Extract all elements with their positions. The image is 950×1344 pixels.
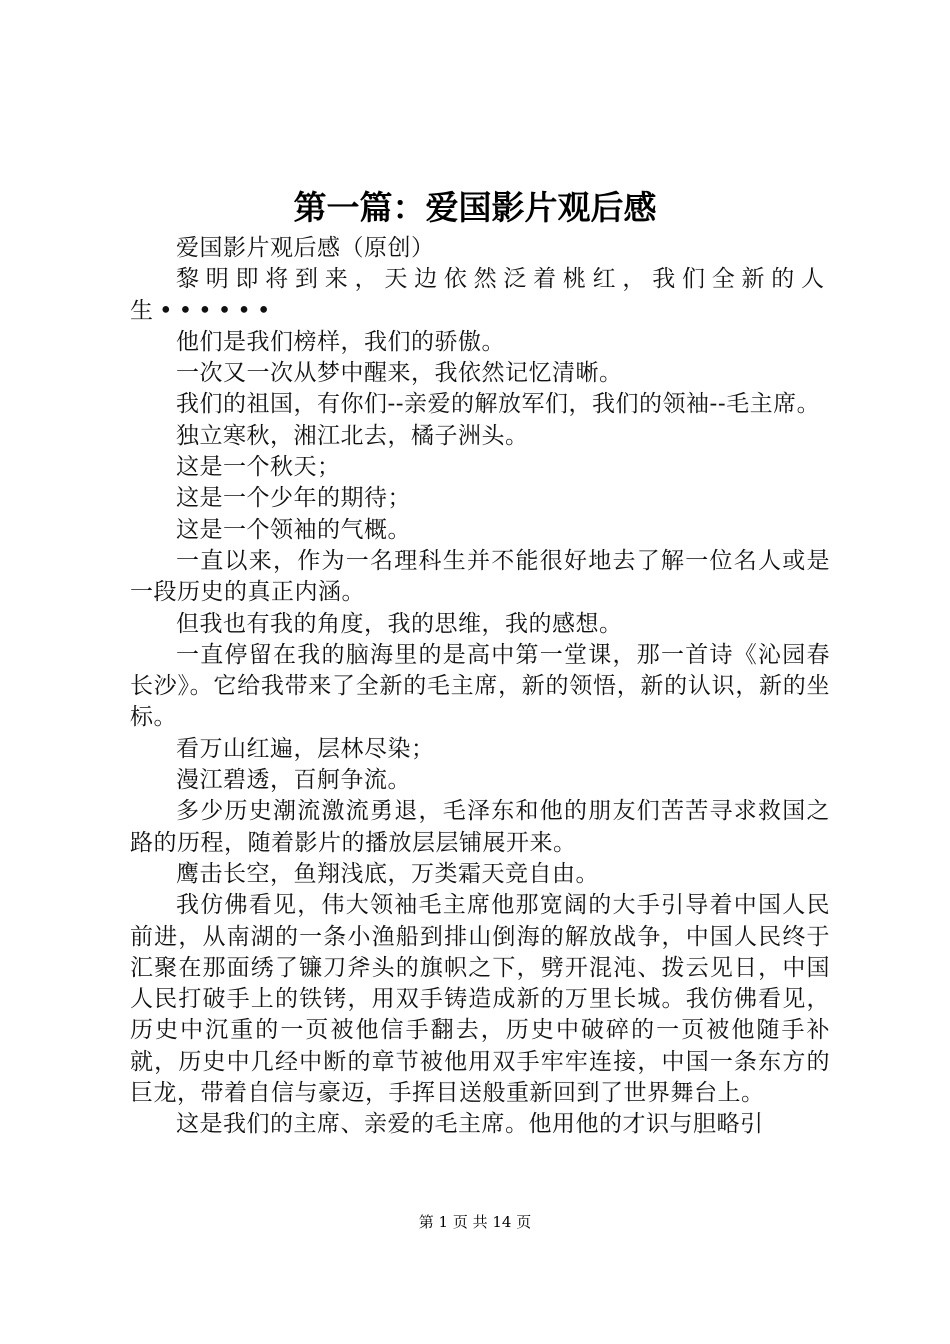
document-body [130, 233, 830, 1141]
paragraph: 看万山红遍，层林尽染； [176, 735, 435, 762]
page-number: 第 1 页 共 14 页 [418, 1213, 532, 1231]
paragraph: 一直以来，作为一名理科生并不能很好地去了解一位名人或是一段历史的真正内涵。 [130, 547, 830, 606]
paragraph: 这是一个秋天； [176, 454, 341, 481]
paragraph: 爱国影片观后感（原创） [176, 235, 435, 261]
paragraph: 这是我们的主席、亲爱的毛主席。他用他的才识与胆略引 [176, 1111, 764, 1138]
paragraph: 一直停留在我的脑海里的是高中第一堂课，那一首诗《沁园春长沙》。它给我带来了全新的毛主席，新的领悟，新的认识，新的坐标。 [130, 641, 830, 731]
document-title: 第一篇：爱国影片观后感 [293, 188, 657, 227]
paragraph: 漫江碧透，百舸争流。 [176, 767, 411, 794]
paragraph: 但我也有我的角度，我的思维，我的感想。 [176, 610, 623, 637]
paragraph: 我仿佛看见，伟大领袖毛主席他那宽阔的大手引导着中国人民前进，从南湖的一条小渔船到排山倒海的解放战争，中国人民终于汇聚在那面绣了镰刀斧头的旗帜之下，劈开混沌、拨云见日，中国人民打破手上的铁铐，用双手铸造成新的万里长城。我仿佛看见，历史中沉重的一页被他信手翻去，历史中破碎的一页被他随手补就，历史中几经中断的章节被他用双手牢牢连接，中国一条东方的巨龙，带着自信与豪迈，手挥目送般重新回到了世界舞台上。 [130, 892, 830, 1107]
paragraph: 多少历史潮流激流勇退，毛泽东和他的朋友们苦苦寻求救国之路的历程，随着影片的播放层层铺展开来。 [130, 798, 830, 856]
paragraph: 我们的祖国，有你们--亲爱的解放军们，我们的领袖--毛主席。 [176, 391, 821, 418]
paragraph: 鹰击长空，鱼翔浅底，万类霜天竞自由。 [176, 860, 599, 887]
paragraph: 这是一个领袖的气概。 [176, 516, 411, 543]
paragraph: 一次又一次从梦中醒来，我依然记忆清晰。 [176, 360, 623, 387]
paragraph: 这是一个少年的期待； [176, 485, 411, 512]
paragraph: 他们是我们榜样，我们的骄傲。 [176, 328, 505, 355]
paragraph: 黎明即将到来，天边依然泛着桃红，我们全新的人生•••••• [130, 266, 830, 324]
paragraph: 独立寒秋，湘江北去，橘子洲头。 [176, 422, 529, 449]
